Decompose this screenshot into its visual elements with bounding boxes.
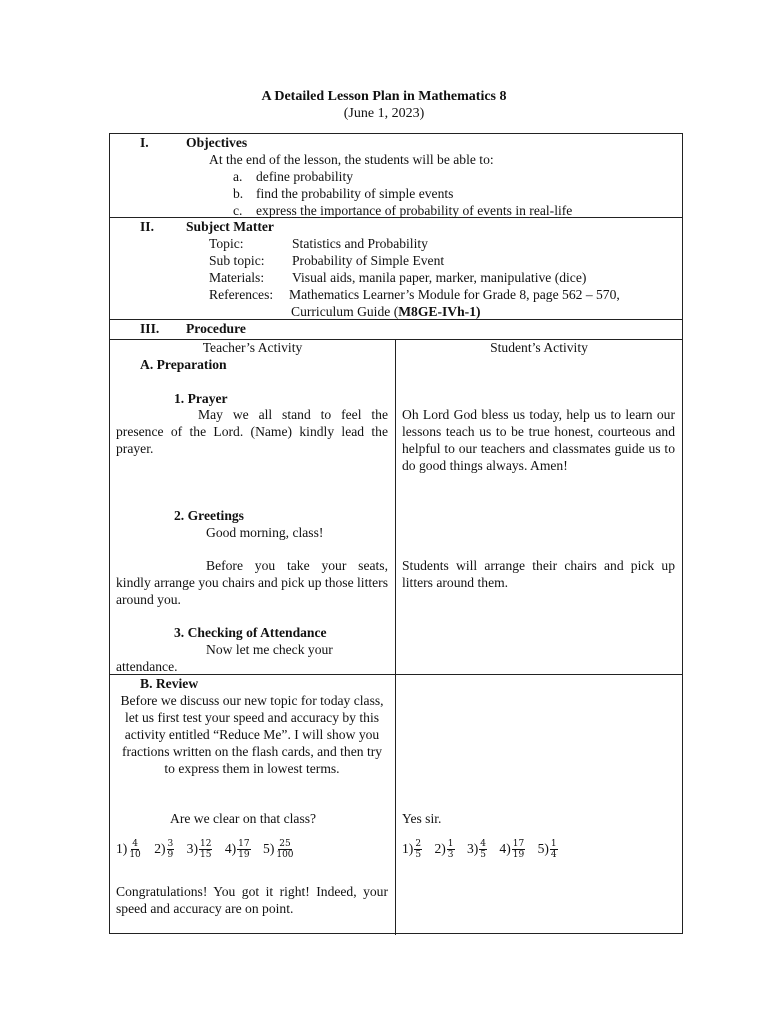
fraction bbox=[512, 839, 525, 860]
materials-value: Visual aids, manila paper, marker, manipulative (dice) bbox=[292, 270, 587, 285]
subtopic-value: Probability of Simple Event bbox=[292, 253, 445, 268]
references-value: Mathematics Learner’s Module for Grade 8, page 562 – 570, bbox=[289, 287, 620, 302]
references-prefix: Curriculum Guide ( bbox=[291, 304, 399, 319]
fraction-label: 1) bbox=[116, 840, 128, 856]
numerator: 17 bbox=[512, 839, 525, 849]
greetings-heading: 2. Greetings bbox=[174, 508, 244, 523]
fraction bbox=[128, 839, 141, 860]
fraction-label: 2) bbox=[434, 840, 446, 856]
review-answer: Yes sir. bbox=[402, 811, 442, 826]
prayer-heading: 1. Prayer bbox=[174, 391, 228, 406]
numerator: 4 bbox=[132, 839, 138, 849]
fraction bbox=[199, 839, 212, 860]
greetings-teacher-text: Good morning, class! bbox=[206, 525, 324, 540]
denominator: 3 bbox=[447, 850, 454, 860]
prayer-student-text: Oh Lord God bless us today, help us to learn our lessons teach us to be true honest, courteous and helpful to our teachers and classmates guide us to do good things always. Amen! bbox=[402, 407, 675, 473]
fraction-item bbox=[434, 839, 456, 860]
fraction-item bbox=[499, 839, 527, 860]
topic-value: Statistics and Probability bbox=[292, 236, 428, 251]
subject-matter-heading: Subject Matter bbox=[186, 219, 274, 234]
fraction bbox=[550, 839, 558, 860]
topic-label: Topic: bbox=[209, 236, 244, 251]
list-item: define probability bbox=[256, 169, 354, 184]
fraction-item bbox=[263, 839, 297, 860]
list-marker: c. bbox=[233, 203, 243, 218]
seats-teacher-text: Before you take your seats, kindly arrange you chairs and pick up those litters around you. bbox=[116, 558, 388, 607]
numerator: 1 bbox=[550, 839, 557, 849]
numerator: 4 bbox=[480, 839, 486, 849]
fraction-item bbox=[466, 839, 489, 860]
fraction-item bbox=[537, 839, 560, 860]
document-title: A Detailed Lesson Plan in Mathematics 8 bbox=[261, 89, 507, 104]
lesson-plan-table bbox=[109, 133, 683, 934]
denominator: 19 bbox=[238, 850, 250, 860]
preparation-heading: A. Preparation bbox=[140, 357, 227, 372]
fraction-label: 3) bbox=[466, 840, 479, 856]
references-label: References: bbox=[209, 287, 274, 302]
student-fraction-list bbox=[402, 839, 567, 860]
attendance-heading: 3. Checking of Attendance bbox=[174, 625, 327, 640]
review-congratulations: Congratulations! You got it right! Indeed, your speed and accuracy are on point. bbox=[116, 884, 388, 916]
references-continued bbox=[291, 303, 481, 320]
numerator: 17 bbox=[238, 839, 250, 849]
numerator: 3 bbox=[167, 839, 174, 849]
fraction-item bbox=[402, 839, 424, 860]
numerator: 25 bbox=[279, 839, 291, 849]
fraction-label: 2) bbox=[154, 840, 166, 856]
fraction bbox=[275, 839, 294, 860]
denominator: 5 bbox=[480, 850, 486, 860]
denominator: 10 bbox=[129, 850, 141, 860]
fraction bbox=[447, 839, 455, 860]
list-item: express the importance of probability of events in real-life bbox=[256, 203, 573, 218]
curriculum-code: M8GE-IVh-1) bbox=[398, 304, 481, 319]
review-teacher-text: Before we discuss our new topic for today class, let us first test your speed and accuracy by this activity entitled “Reduce Me”. I will show you fractions written on the flash cards, and then try to express them in lowest terms. bbox=[120, 693, 384, 776]
materials-label: Materials: bbox=[209, 270, 265, 285]
review-heading: B. Review bbox=[140, 676, 199, 691]
denominator: 4 bbox=[550, 850, 557, 860]
student-activity-header: Student’s Activity bbox=[490, 340, 588, 355]
column-divider bbox=[395, 339, 396, 935]
fraction bbox=[414, 839, 422, 860]
fraction-label: 5) bbox=[537, 840, 549, 856]
objectives-numeral: I. bbox=[140, 135, 149, 150]
procedure-heading: Procedure bbox=[186, 321, 246, 336]
numerator: 2 bbox=[415, 839, 422, 849]
objectives-heading: Objectives bbox=[186, 135, 248, 150]
denominator: 15 bbox=[199, 850, 212, 860]
list-marker: a. bbox=[233, 169, 243, 184]
fraction bbox=[167, 839, 175, 860]
denominator: 19 bbox=[512, 850, 525, 860]
fraction-label: 4) bbox=[499, 840, 511, 856]
seats-student-text: Students will arrange their chairs and pick up litters around them. bbox=[402, 558, 675, 590]
list-item: find the probability of simple events bbox=[256, 186, 454, 201]
fraction-item bbox=[154, 839, 176, 860]
fraction-item bbox=[186, 839, 215, 860]
document-date: (June 1, 2023) bbox=[343, 106, 425, 121]
subject-matter-numeral: II. bbox=[140, 219, 154, 234]
fraction-label: 4) bbox=[224, 840, 237, 856]
denominator: 9 bbox=[167, 850, 174, 860]
fraction bbox=[479, 839, 487, 860]
teacher-activity-header: Teacher’s Activity bbox=[202, 340, 303, 355]
subtopic-label: Sub topic: bbox=[209, 253, 265, 268]
procedure-numeral: III. bbox=[140, 321, 160, 336]
review-question: Are we clear on that class? bbox=[170, 811, 317, 826]
attendance-teacher-text: Now let me check your attendance. bbox=[116, 642, 333, 674]
teacher-fraction-list bbox=[116, 839, 304, 860]
fraction-label: 1) bbox=[402, 840, 414, 856]
denominator: 5 bbox=[415, 850, 422, 860]
numerator: 12 bbox=[199, 839, 212, 849]
list-marker: b. bbox=[233, 186, 244, 201]
objectives-intro: At the end of the lesson, the students will be able to: bbox=[209, 152, 494, 167]
fraction-label: 5) bbox=[263, 840, 275, 856]
fraction-label: 3) bbox=[186, 840, 198, 856]
numerator: 1 bbox=[447, 839, 454, 849]
fraction-item bbox=[224, 839, 253, 860]
denominator: 100 bbox=[276, 850, 294, 860]
fraction bbox=[237, 839, 250, 860]
fraction-item bbox=[116, 839, 144, 860]
prayer-teacher-text: May we all stand to feel the presence of the Lord. (Name) kindly lead the prayer. bbox=[116, 407, 388, 456]
